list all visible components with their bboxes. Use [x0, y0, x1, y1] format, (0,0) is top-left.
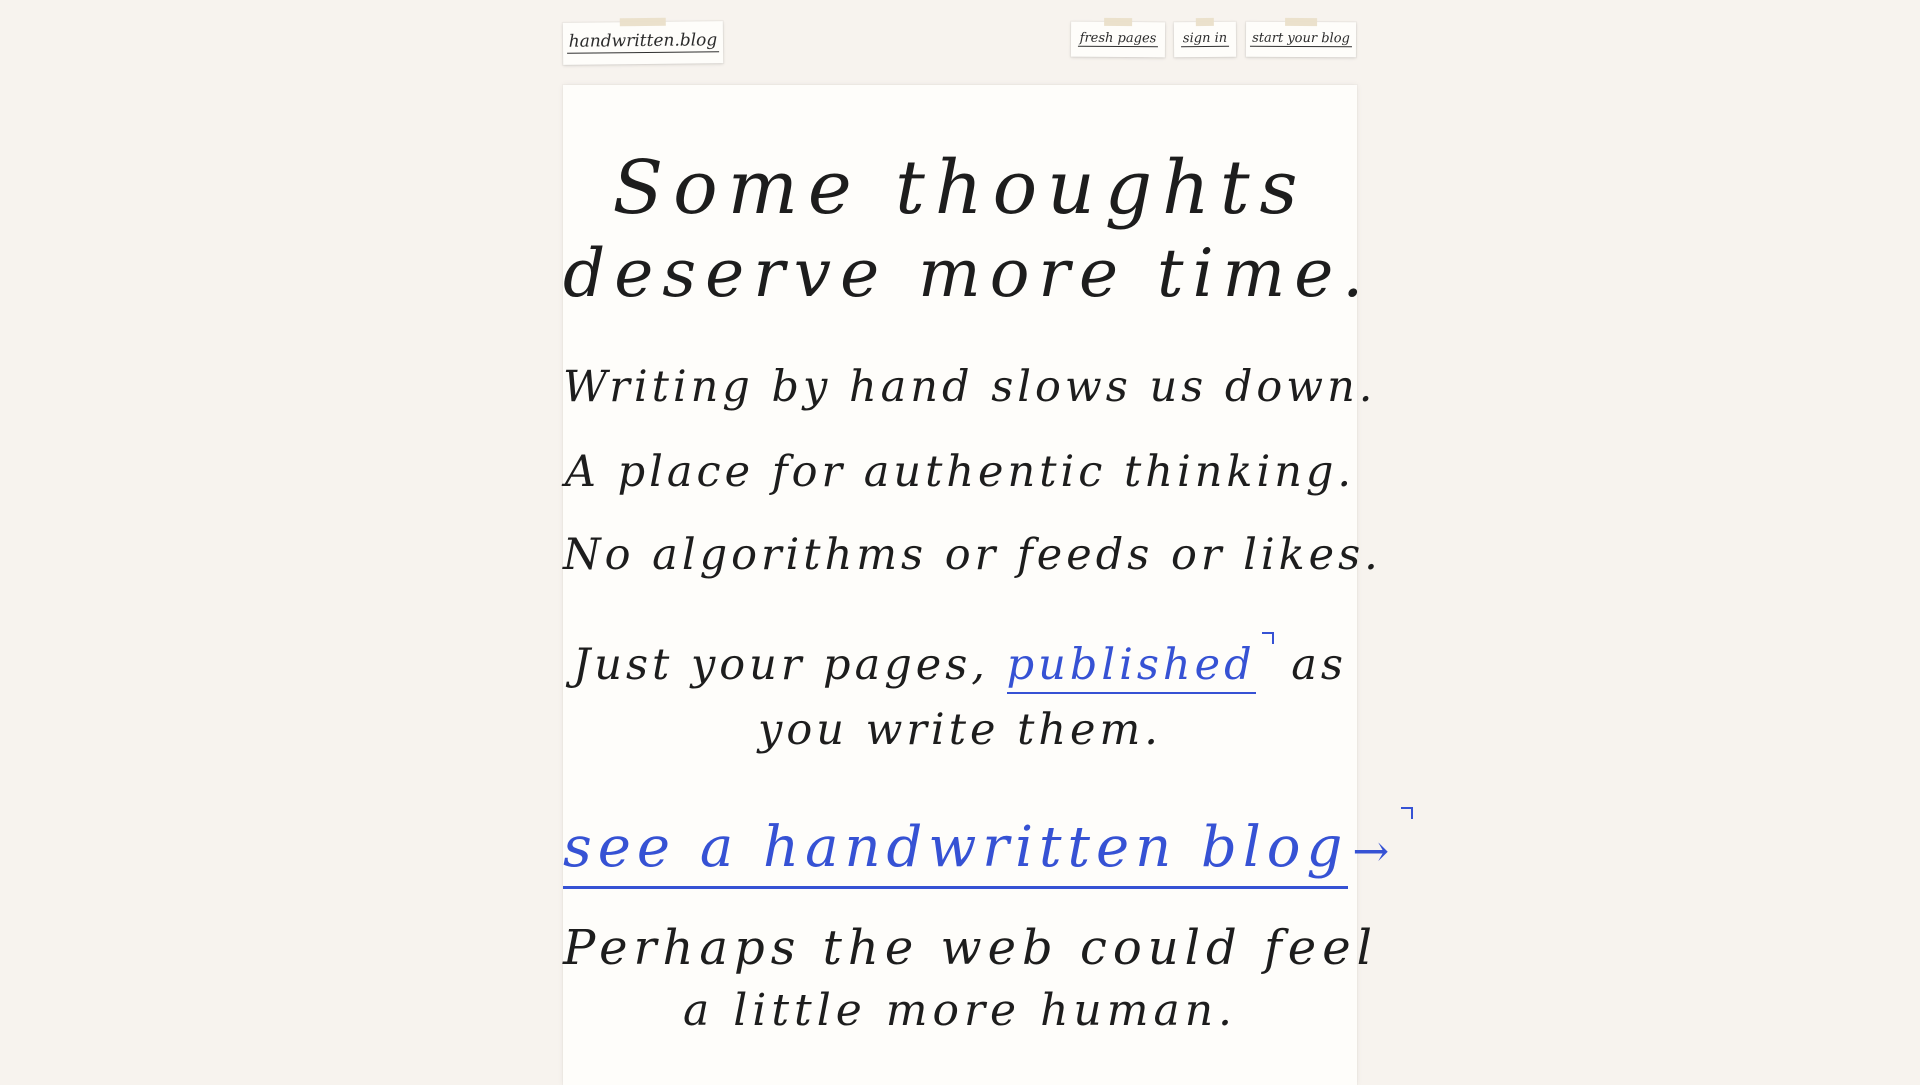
tape-decoration	[620, 18, 666, 26]
nav-start-blog-label: start your blog	[1250, 31, 1352, 47]
see-blog-link[interactable]	[563, 815, 1396, 880]
nav-start-blog[interactable]	[1246, 22, 1356, 58]
body-line-algorithms: No algorithms or feeds or likes.	[563, 530, 1382, 580]
as-text: as	[1291, 640, 1347, 690]
body-line-pages	[563, 640, 1357, 690]
body-line-writing: Writing by hand slows us down.	[563, 362, 1377, 412]
nav-sign-in-label: sign in	[1181, 31, 1229, 47]
headline-line1: Some thoughts	[612, 145, 1308, 231]
tape-decoration	[1196, 18, 1214, 26]
see-blog-label: see a handwritten blog	[563, 815, 1348, 889]
tape-decoration	[1285, 18, 1317, 26]
closing-line1: Perhaps the web could feel	[563, 920, 1378, 976]
nav-fresh-pages[interactable]	[1071, 22, 1165, 58]
paper-page	[563, 85, 1396, 1085]
closing-line2: a little more human.	[682, 985, 1238, 1036]
external-link-icon	[1262, 632, 1274, 644]
external-link-icon	[1401, 807, 1413, 819]
pages-text: Just your pages,	[573, 640, 989, 690]
body-line-write: you write them.	[758, 705, 1162, 755]
logo-text: handwritten.blog	[567, 32, 720, 53]
nav-sign-in[interactable]	[1174, 22, 1236, 58]
headline-line2: deserve more time.	[563, 235, 1373, 312]
body-line-authentic: A place for authentic thinking.	[564, 447, 1356, 497]
published-link[interactable]: published	[1007, 640, 1256, 694]
top-bar	[0, 0, 1920, 80]
nav-fresh-pages-label: fresh pages	[1078, 31, 1159, 47]
logo-link[interactable]	[563, 21, 723, 65]
tape-decoration	[1104, 18, 1132, 26]
arrow-right-icon: →	[1352, 826, 1396, 877]
